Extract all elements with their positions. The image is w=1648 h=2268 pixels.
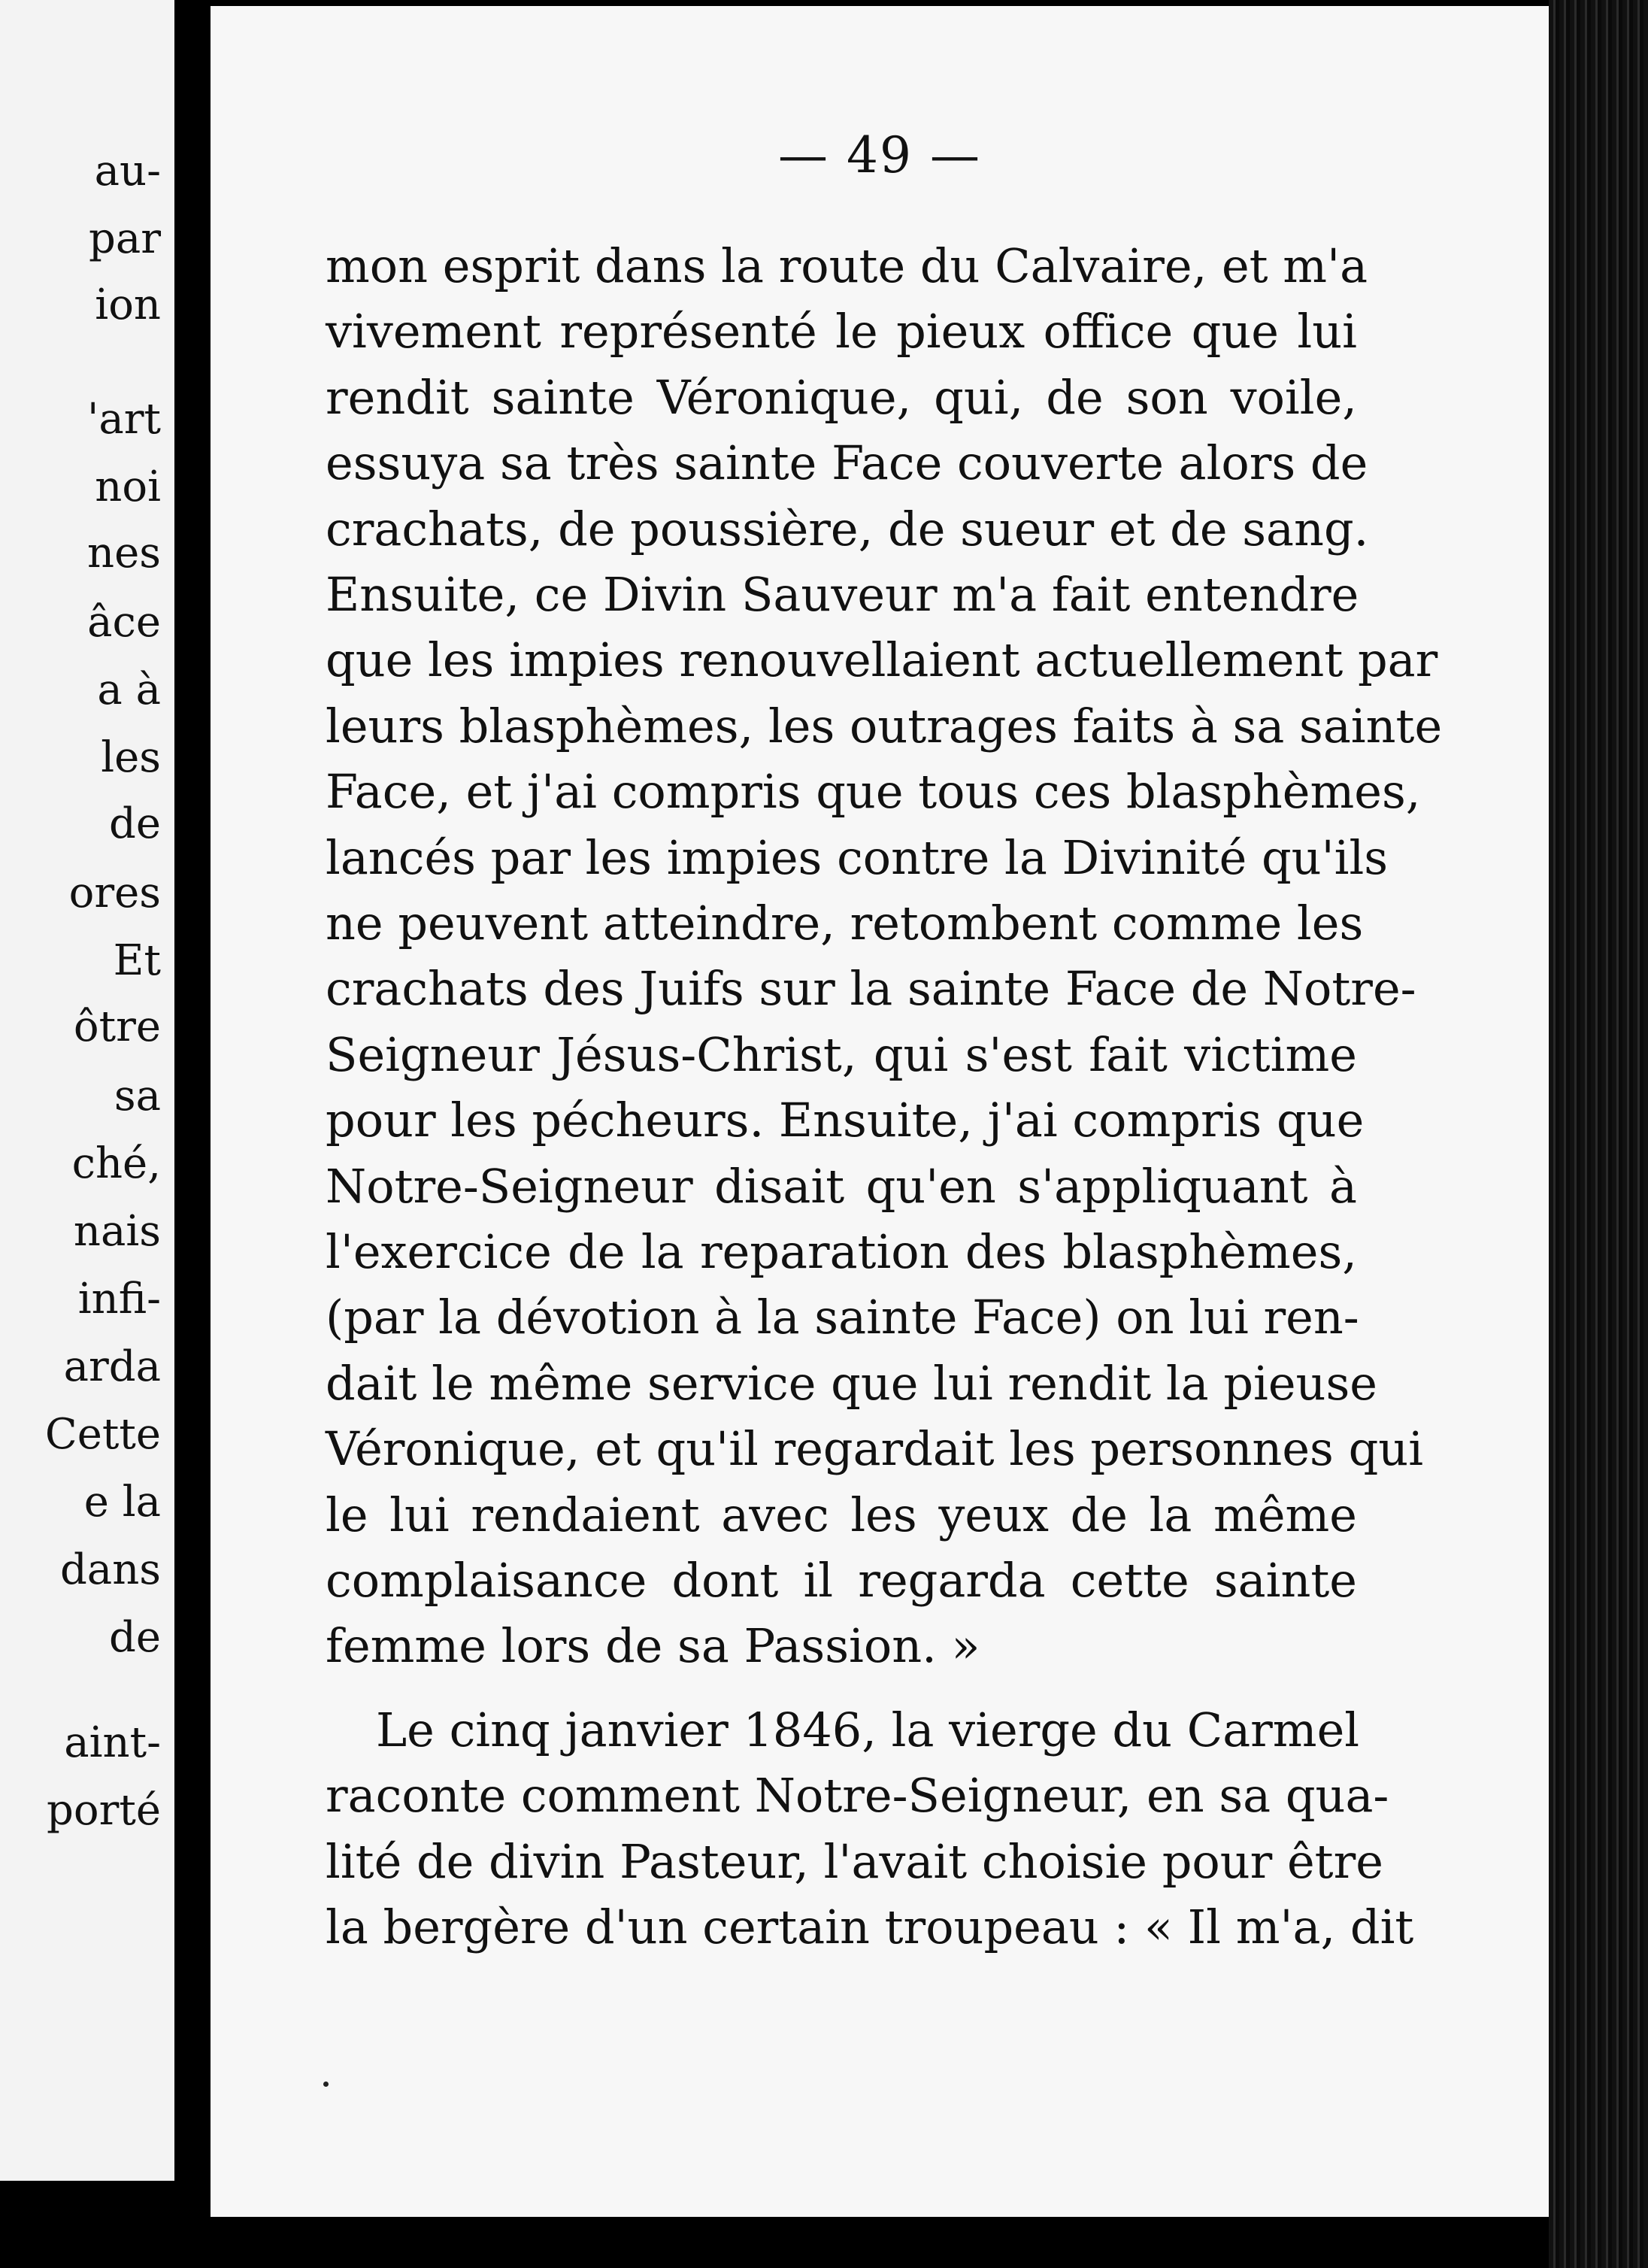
text-line: essuya sa très sainte Face couverte alors de	[326, 435, 1368, 490]
facing-page-fragment: nais	[73, 1207, 161, 1256]
facing-page-fragment: ôtre	[73, 1002, 161, 1051]
facing-page-fragment: de	[109, 799, 161, 848]
text-line: Face, et j'ai compris que tous ces blasphèmes,	[326, 764, 1421, 819]
facing-page-fragment: nes	[87, 529, 161, 578]
facing-page-fragment: âce	[87, 598, 161, 647]
facing-page-fragment: ché,	[71, 1139, 161, 1188]
facing-page-fragment: 'art	[86, 395, 161, 444]
text-line: que les impies renouvellaient actuellement par	[326, 632, 1438, 687]
facing-page-fragment: arda	[63, 1342, 161, 1391]
text-line: Ensuite, ce Divin Sauveur m'a fait entendre	[326, 567, 1359, 622]
facing-page-fragment: infi-	[77, 1275, 161, 1324]
facing-page-fragment: de	[109, 1613, 161, 1662]
facing-page-fragment: sa	[114, 1072, 161, 1120]
text-line: ne peuvent atteindre, retombent comme les	[326, 896, 1364, 951]
facing-page-fragment: ores	[68, 869, 161, 917]
text-line: raconte comment Notre-Seigneur, en sa qua-	[326, 1768, 1389, 1823]
text-line: Notre-Seigneur disait qu'en s'appliquant à	[326, 1159, 1357, 1214]
book-page	[211, 6, 1549, 2217]
text-line: Véronique, et qu'il regardait les personnes qui	[326, 1421, 1424, 1476]
text-line: pour les pécheurs. Ensuite, j'ai compris que	[326, 1093, 1365, 1148]
facing-page-fragment: Cette	[44, 1410, 161, 1459]
facing-page-fragment: porté	[47, 1786, 161, 1835]
text-line: Le cinq janvier 1846, la vierge du Carmel	[376, 1703, 1360, 1757]
text-line: complaisance dont il regarda cette sainte	[326, 1553, 1357, 1608]
text-line: lité de divin Pasteur, l'avait choisie pour être	[326, 1834, 1383, 1889]
text-line: dait le même service que lui rendit la pieuse	[326, 1356, 1377, 1411]
ink-speck	[323, 2082, 329, 2087]
facing-page-fragment: dans	[59, 1545, 161, 1594]
text-line: le lui rendaient avec les yeux de la même	[326, 1487, 1357, 1542]
facing-page-left	[0, 0, 174, 2181]
text-line: crachats, de poussière, de sueur et de sang.	[326, 502, 1369, 556]
page-edges	[1549, 0, 1648, 2268]
facing-page-fragment: par	[88, 214, 161, 263]
text-line: mon esprit dans la route du Calvaire, et m'a	[326, 238, 1368, 293]
facing-page-fragment: Et	[113, 936, 161, 985]
text-line: vivement représenté le pieux office que lui	[326, 304, 1357, 359]
text-line: la bergère d'un certain troupeau : « Il m'a, dit	[326, 1900, 1414, 1954]
text-line: (par la dévotion à la sainte Face) on lui ren-	[326, 1290, 1359, 1345]
text-line: crachats des Juifs sur la sainte Face de Notre-	[326, 961, 1416, 1016]
facing-page-fragment: noi	[95, 462, 161, 511]
facing-page-fragment: les	[101, 733, 161, 782]
text-line: femme lors de sa Passion. »	[326, 1618, 980, 1673]
text-line: l'exercice de la reparation des blasphèmes,	[326, 1224, 1357, 1279]
text-line: lancés par les impies contre la Divinité qu'ils	[326, 830, 1389, 885]
facing-page-fragment: au-	[94, 147, 161, 196]
text-line: leurs blasphèmes, les outrages faits à sa sainte	[326, 699, 1443, 753]
facing-page-fragment: e la	[83, 1478, 161, 1527]
facing-page-fragment: aint-	[64, 1718, 161, 1767]
facing-page-fragment: ion	[95, 280, 161, 329]
text-line: Seigneur Jésus-Christ, qui s'est fait victime	[326, 1027, 1357, 1082]
text-line: rendit sainte Véronique, qui, de son voile,	[326, 370, 1357, 425]
page-number: — 49 —	[778, 126, 981, 184]
facing-page-fragment: a à	[97, 666, 161, 714]
